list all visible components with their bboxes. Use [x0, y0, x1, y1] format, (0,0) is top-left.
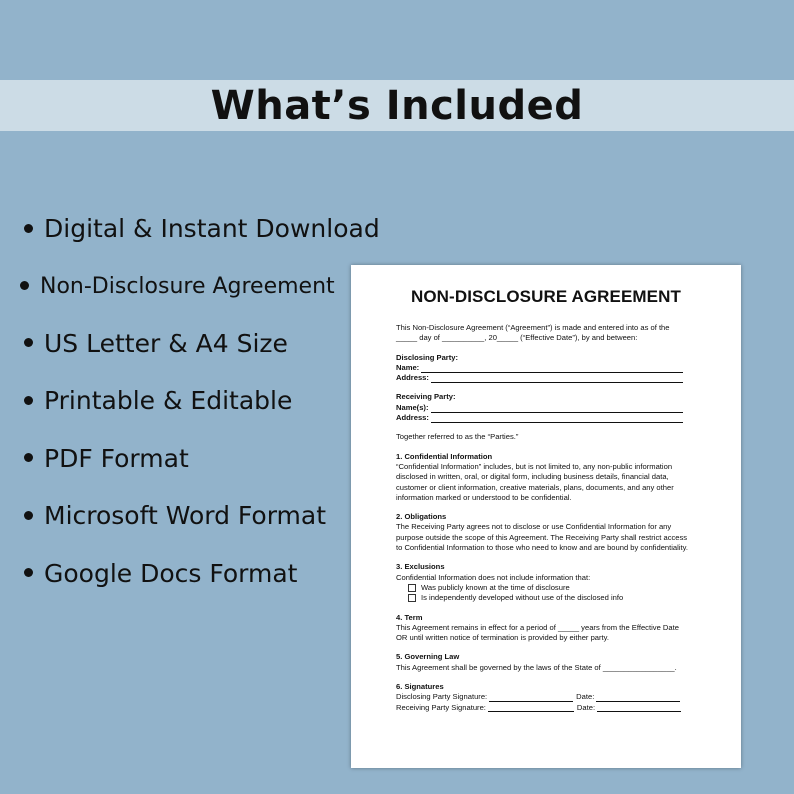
receiving-address-field	[396, 413, 696, 423]
bullet-icon	[20, 281, 29, 290]
feature-item	[20, 487, 380, 544]
field-label: Name(s):	[396, 402, 429, 412]
intro-line: This Non-Disclosure Agreement (“Agreement”) is made and entered into as of the	[396, 323, 670, 332]
section-text: This Agreement remains in effect for a period of _____ years from the Effective Date	[396, 622, 679, 632]
section-text: purpose outside the scope of this Agreement. The Receiving Party shall restrict access	[396, 532, 688, 542]
title-banner	[0, 80, 794, 131]
section-text: information marked or understood to be confidential.	[396, 492, 572, 502]
date-label: Date:	[576, 692, 595, 702]
blank-line	[489, 693, 573, 702]
feature-item	[20, 257, 380, 314]
section-text: disclosed in written, oral, or digital form, including business details, financial data,	[396, 472, 669, 482]
feature-item	[20, 544, 380, 601]
section-heading: 5. Governing Law	[396, 652, 460, 662]
blank-line	[596, 693, 680, 702]
feature-item	[20, 372, 380, 429]
page-title: What’s Included	[210, 82, 584, 129]
section-text: The Receiving Party agrees not to disclose or use Confidential Information for any	[396, 522, 672, 532]
blank-line	[431, 414, 683, 423]
bullet-icon	[24, 224, 33, 233]
feature-label: US Letter & A4 Size	[44, 328, 288, 358]
date-label: Date:	[576, 702, 596, 712]
section-text: Confidential Information does not include information that:	[396, 572, 591, 582]
blank-line	[488, 703, 574, 712]
blank-line	[597, 703, 681, 712]
feature-label: Non-Disclosure Agreement	[40, 273, 335, 299]
section-heading: 2. Obligations	[396, 512, 447, 522]
feature-label: Google Docs Format	[44, 558, 298, 588]
parties-line: Together referred to as the “Parties.”	[396, 432, 519, 442]
section-heading: 4. Term	[396, 612, 423, 622]
receiving-signature-row	[396, 703, 696, 713]
feature-label: Printable & Editable	[44, 386, 293, 416]
section-text: OR until written notice of termination is provided by either party.	[396, 633, 610, 643]
field-label: Address:	[396, 373, 429, 383]
blank-line	[421, 364, 683, 373]
disclosing-party-heading: Disclosing Party:	[396, 352, 459, 362]
disclosing-address-field	[396, 373, 696, 383]
exclusion-item	[396, 583, 696, 593]
signature-label: Receiving Party Signature:	[396, 702, 486, 712]
bullet-icon	[24, 568, 33, 577]
nda-document-preview	[351, 265, 741, 768]
section-heading: 1. Confidential Information	[396, 451, 493, 461]
section-text: to Confidential Information to those who need to know and are bound by confidentiality.	[396, 543, 688, 553]
blank-line	[431, 404, 683, 413]
receiving-party-heading: Receiving Party:	[396, 392, 456, 402]
bullet-icon	[24, 396, 33, 405]
section-text: “Confidential Information” includes, but is not limited to, any non-public information	[396, 461, 673, 471]
checkbox-label: Was publicly known at the time of disclosure	[421, 582, 570, 592]
section-heading: 3. Exclusions	[396, 562, 445, 572]
feature-item	[20, 315, 380, 372]
bullet-icon	[24, 511, 33, 520]
feature-item	[20, 200, 380, 257]
checkbox-icon	[408, 594, 416, 602]
field-label: Address:	[396, 413, 429, 423]
feature-label: Microsoft Word Format	[44, 501, 327, 531]
feature-label: Digital & Instant Download	[44, 214, 380, 244]
signature-label: Disclosing Party Signature:	[396, 692, 488, 702]
receiving-names-field	[396, 403, 696, 413]
feature-label: PDF Format	[44, 443, 189, 473]
checkbox-label: Is independently developed without use of the disclosed info	[421, 593, 624, 603]
field-label: Name:	[396, 362, 420, 372]
document-title: NON-DISCLOSURE AGREEMENT	[410, 287, 681, 306]
feature-item	[20, 430, 380, 487]
checkbox-icon	[408, 584, 416, 592]
feature-list	[20, 200, 380, 602]
intro-line: _____ day of __________, 20_____ (“Effective Date”), by and between:	[396, 333, 638, 343]
disclosing-name-field	[396, 363, 696, 373]
section-text: This Agreement shall be governed by the laws of the State of _________________.	[396, 662, 677, 672]
bullet-icon	[24, 453, 33, 462]
section-text: customer or client information, creative materials, plans, documents, and any other	[396, 482, 674, 492]
exclusion-item	[396, 593, 696, 603]
disclosing-signature-row	[396, 692, 696, 702]
bullet-icon	[24, 338, 33, 347]
blank-line	[431, 374, 683, 383]
section-heading: 6. Signatures	[396, 682, 444, 692]
